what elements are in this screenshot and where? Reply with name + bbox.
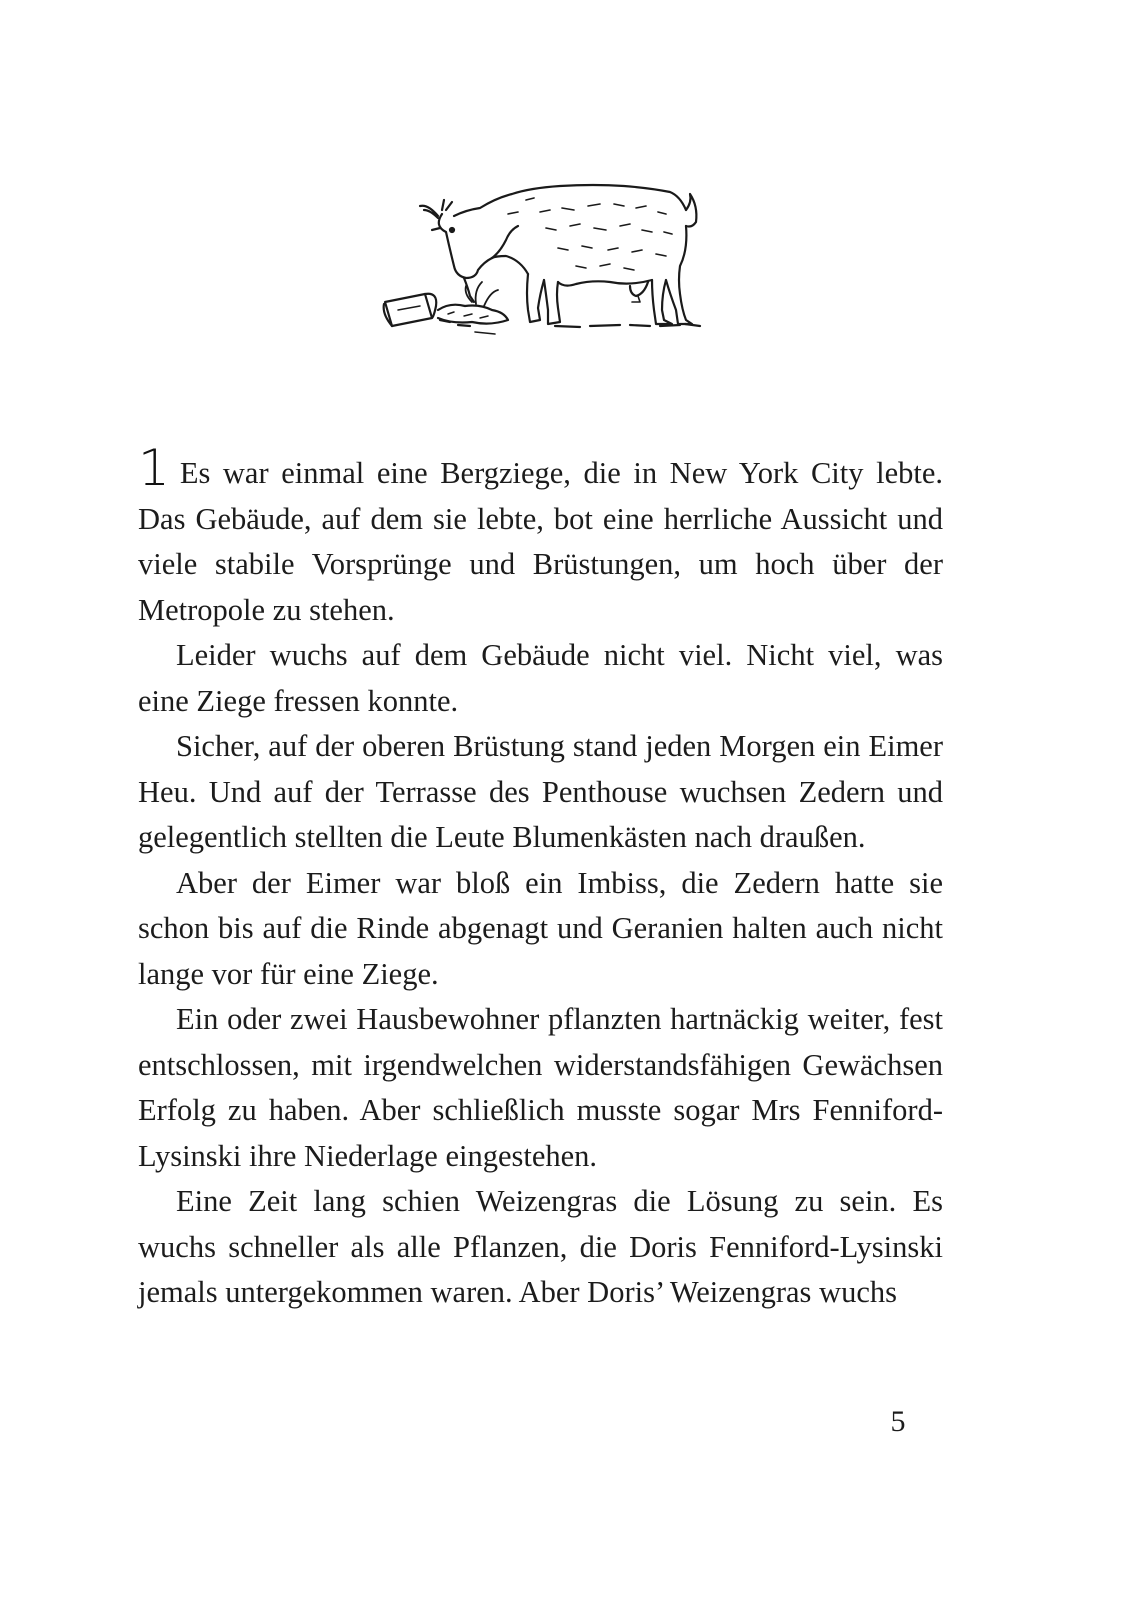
paragraph-5: Ein oder zwei Hausbewohner pflanzten hartnäckig weiter, fest entschlossen, mit irgendwelchen widerstandsfähigen Gewächsen Erfolg zu haben. Aber schließlich musste sogar Mrs Fenniford-Lysinski ihre Niederlage eingestehen. — [138, 1002, 943, 1173]
paragraph-4: Aber der Eimer war bloß ein Imbiss, die Zedern hatte sie schon bis auf die Rinde abgenagt und Geranien halten auch nicht lange vor für eine Ziege. — [138, 865, 943, 991]
paragraph-2: Leider wuchs auf dem Gebäude nicht viel. Nicht viel, was eine Ziege fressen konnte. — [138, 638, 943, 718]
paragraph-3: Sicher, auf der oberen Brüstung stand jeden Morgen ein Eimer Heu. Und auf der Terrasse des Penthouse wuchsen Zedern und gelegentlich stellten die Leute Blumenkästen nach draußen. — [138, 729, 943, 854]
goat-illustration-icon — [380, 170, 720, 360]
paragraph-1 — [138, 439, 943, 633]
chapter-number: 1 — [138, 439, 170, 497]
body-text — [138, 439, 943, 1316]
paragraph-6: Eine Zeit lang schien Weizengras die Lösung zu sein. Es wuchs schneller als alle Pflanzen, die Doris Fenniford-Lysinski jemals untergekommen waren. Aber Doris’ Weizengras wuchs — [138, 1184, 943, 1309]
page-number: 5 — [890, 1405, 906, 1438]
paragraph-text: Es war einmal eine Bergziege, die in New York City lebte. Das Gebäude, auf dem sie lebte, bot eine herrliche Aussicht und viele stabile Vorsprünge und Brüstungen, um hoch über der Metropole zu stehen. — [138, 456, 943, 627]
